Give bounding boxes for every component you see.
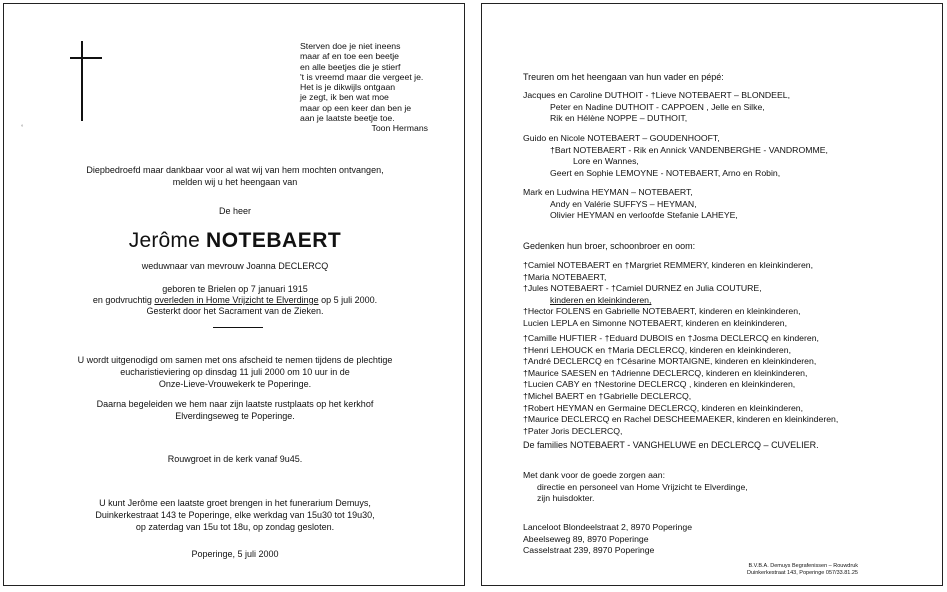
address-line: Abeelseweg 89, 8970 Poperinge <box>523 533 649 544</box>
relative-line: †Henri LEHOUCK en †Maria DECLERCQ, kinderen en kleinkinderen, <box>523 344 791 355</box>
address-line: Lanceloot Blondeelstraat 2, 8970 Poperinge <box>523 522 693 532</box>
remember-heading: Gedenken hun broer, schoonbroer en oom: <box>523 241 696 251</box>
invitation-line: eucharistieviering op dinsdag 11 juli 2000 om 10 uur in de <box>120 367 350 377</box>
poem-line: en alle beetjes die je stierf <box>300 61 401 72</box>
death-line-c: op 5 juli 2000. <box>318 295 378 305</box>
family-line: Jacques en Caroline DUTHOIT - †Lieve NOTEBAERT – BLONDEEL, <box>523 90 791 100</box>
widower-line: weduwnaar van mevrouw Joanna DECLERCQ <box>141 261 329 271</box>
family-line: Mark en Ludwina HEYMAN – NOTEBAERT, <box>523 187 693 197</box>
poem-line: maar af en toe een beetje <box>300 51 400 62</box>
family-line: Olivier HEYMAN en verloofde Stefanie LAHEYE, <box>550 210 738 221</box>
relative-line: †Hector FOLENS en Gabrielle NOTEBAERT, kinderen en kleinkinderen, <box>523 306 801 317</box>
relative-line: †Robert HEYMAN en Germaine DECLERCQ, kinderen en kleinkinderen, <box>523 402 804 413</box>
poem-line: Sterven doe je niet ineens <box>300 41 401 51</box>
mourn-heading: Treuren om het heengaan van hun vader en pépé: <box>523 72 724 82</box>
family-line: Peter en Nadine DUTHOIT - CAPPOEN , Jelle en Silke, <box>550 101 765 112</box>
death-line-a: en godvruchtig <box>92 295 155 305</box>
scan-mark: ° <box>21 125 24 131</box>
poem-line: aan je laatste beetje toe. <box>300 113 395 124</box>
poem-line: Het is je dikwijls ontgaan <box>300 82 396 93</box>
printer-line: B.V.B.A. Demuys Begrafenissen – Rouwdruk <box>748 563 858 569</box>
poem-line: maar op een keer dan ben je <box>300 102 412 113</box>
greeting-line: Rouwgroet in de kerk vanaf 9u45. <box>167 454 303 464</box>
invitation-line: U wordt uitgenodigd om samen met ons afscheid te nemen tijdens de plechtige <box>77 355 393 365</box>
family-line: Lore en Wannes, <box>573 156 639 167</box>
family-line: Geert en Sophie LEMOYNE - NOTEBAERT, Arno en Robin, <box>550 167 781 178</box>
thanks-line: zijn huisdokter. <box>537 493 595 504</box>
relative-line: †André DECLERCQ en †Césarine MORTAIGNE, kinderen en kleinkinderen, <box>523 356 817 367</box>
divider <box>213 327 263 328</box>
relative-line: Lucien LEPLA en Simonne NOTEBAERT, kinderen en kleinkinderen, <box>523 317 787 328</box>
relative-line: †Michel BAERT en †Gabrielle DECLERCQ, <box>523 390 692 401</box>
family-group <box>523 90 790 125</box>
first-name: Jerôme <box>128 229 200 252</box>
family-line: Rik en Hélène NOPPE – DUTHOIT, <box>550 113 688 124</box>
intro-line: melden wij u het heengaan van <box>172 177 298 187</box>
relative-line: †Maria NOTEBAERT, <box>523 271 607 282</box>
thanks-block <box>523 470 748 505</box>
birth-line: geboren te Brielen op 7 januari 1915 <box>162 284 308 294</box>
family-line: Andy en Valérie SUFFYS – HEYMAN, <box>550 198 697 209</box>
deceased-name <box>4 228 466 254</box>
place-date: Poperinge, 5 juli 2000 <box>191 549 279 559</box>
relative-line: †Pater Joris DECLERCQ, <box>523 425 623 436</box>
cross-icon-bar <box>70 57 102 59</box>
addresses-block <box>523 522 692 557</box>
relative-line-text: kinderen en kleinkinderen, <box>550 294 652 305</box>
printer-line: Duinkerkestraat 143, Poperinge 057/33.81.25 <box>747 569 858 576</box>
relative-line: †Maurice DECLERCQ en Rachel DESCHEEMAEKER, kinderen en kleinkinderen, <box>523 414 839 425</box>
family-line: Guido en Nicole NOTEBAERT – GOUDENHOOFT, <box>523 133 720 143</box>
relative-line: †Jules NOTEBAERT - †Camiel DURNEZ en Julia COUTURE, <box>523 283 762 294</box>
burial-line: Elverdingseweg te Poperinge. <box>175 411 295 421</box>
right-page <box>481 3 943 586</box>
relative-line: †Camiel NOTEBAERT en †Margriet REMMERY, kinderen en kleinkinderen, <box>523 260 814 270</box>
relative-line: †Lucien CABY en †Nestorine DECLERCQ , kinderen en kleinkinderen, <box>523 379 796 390</box>
funeral-home-line: op zaterdag van 15u tot 18u, op zondag gesloten. <box>135 522 335 532</box>
relative-line: †Maurice SAESEN en †Adrienne DECLERCQ, kinderen en kleinkinderen, <box>523 367 808 378</box>
poem-line: je zegt, ik ben wat moe <box>300 92 389 103</box>
printer-imprint <box>747 563 858 577</box>
family-group <box>523 133 828 179</box>
cross-icon <box>81 41 83 121</box>
relative-line <box>523 295 813 307</box>
thanks-line: directie en personeel van Home Vrijzicht te Elverdinge, <box>537 481 748 492</box>
last-name: NOTEBAERT <box>206 229 342 252</box>
death-place: overleden in Home Vrijzicht te Elverdinge <box>154 295 319 305</box>
thanks-line: Met dank voor de goede zorgen aan: <box>523 470 665 480</box>
salutation: De heer <box>218 206 252 216</box>
families-line: De families NOTEBAERT - VANGHELUWE en DECLERCQ – CUVELIER. <box>523 440 819 450</box>
relatives-group <box>523 260 813 330</box>
poem-author: Toon Hermans <box>371 123 428 134</box>
funeral-home-line: Duinkerkestraat 143 te Poperinge, elke werkdag van 15u30 tot 19u30, <box>95 510 375 520</box>
family-line: †Bart NOTEBAERT - Rik en Annick VANDENBERGHE - VANDROMME, <box>550 144 828 155</box>
poem-line: 't is vreemd maar die vergeet je. <box>300 71 424 82</box>
family-group <box>523 187 738 222</box>
left-page <box>3 3 465 586</box>
poem <box>300 41 428 134</box>
intro-line: Diepbedroefd maar dankbaar voor al wat wij van hem mochten ontvangen, <box>86 165 384 175</box>
relative-line: †Camille HUFTIER - †Eduard DUBOIS en †Josma DECLERCQ en kinderen, <box>523 333 819 343</box>
invitation-line: Onze-Lieve-Vrouwekerk te Poperinge. <box>158 379 312 389</box>
funeral-home-line: U kunt Jerôme een laatste groet brengen in het funerarium Demuys, <box>99 498 371 508</box>
sacrament-line: Gesterkt door het Sacrament van de Zieken. <box>146 306 324 316</box>
relatives-group <box>523 333 838 437</box>
burial-line: Daarna begeleiden we hem naar zijn laatste rustplaats op het kerkhof <box>96 399 374 409</box>
address-line: Casselstraat 239, 8970 Poperinge <box>523 545 655 556</box>
